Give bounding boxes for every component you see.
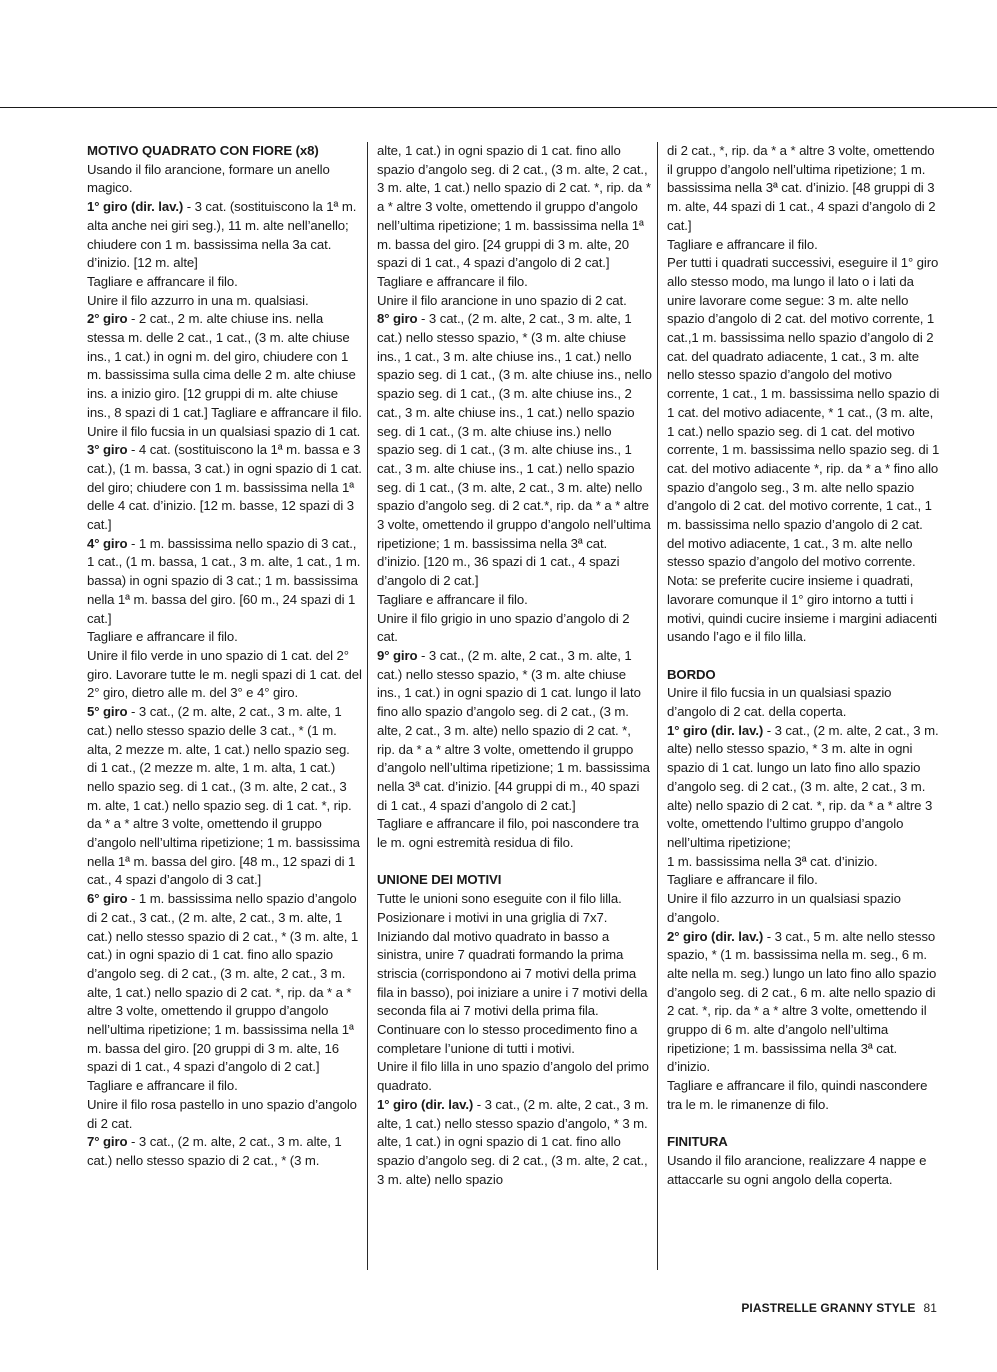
paragraph-text: Unire il filo lilla in uno spazio d’angolo del primo quadrato. [377,1059,649,1094]
paragraph [87,161,362,198]
round-label: 1° giro (dir. lav.) [667,722,764,738]
paragraph [667,871,942,890]
paragraph-text: Nota: se preferite cucire insieme i quadrati, lavorare comunque il 1° giro intorno a tutti i motivi, quindi cucire insieme i margini adiacenti usando l’ago e il filo lilla. [667,573,937,645]
paragraph [87,1133,362,1170]
paragraph-text: Unire il filo rosa pastello in uno spazio d’angolo di 2 cat. [87,1096,357,1131]
column-divider-2 [657,142,658,1270]
paragraph-text: - 4 cat. (sostituiscono la 1ª m. bassa e 3 cat.), (1 m. bassa, 3 cat.) in ogni spazio di 1 cat. del giro; chiudere con 1 m. bassissima nella 1ª delle 4 cat. d’inizio. [12 m. basse, 12 spazi di 3 cat.] [87,442,362,533]
paragraph [667,890,942,927]
round-label: 7° giro [87,1134,128,1150]
paragraph-text: Usando il filo arancione, formare un anello magico. [87,161,330,196]
paragraph [377,273,652,292]
paragraph [667,142,942,236]
paragraph [87,890,362,1077]
paragraph [377,310,652,591]
paragraph [377,815,652,852]
paragraph-text: - 3 cat., (2 m. alte, 2 cat., 3 m. alte, 1 cat.) nello stesso spazio, * (3 m. alte chiuse ins., 1 cat.) in ogni spazio di 1 cat. lungo il lato fino allo spazio d’angolo seg. di 2 cat., (3 m. alte, 2 cat., 3 m. alte) nello spazio di 2 cat. *, rip. da * a * altre 3 volte, omettendo il gruppo d’angolo nell’ultima ripetizione; 1 m. bassissima nella 3ª cat. d’inizio. [44 gruppi di m., 40 spazi di 1 cat., 4 spazi d’angolo di 2 cat.] [377,647,650,813]
paragraph-text: - 3 cat., 5 m. alte nello stesso spazio, * (1 m. bassissima nella m. seg., 6 m. alte nella m. seg.) lungo un lato fino allo spazio d’angolo seg. di 2 cat., 6 m. alte nello spazio di 2 cat. *, rip. da * a * altre 3 volte, omettendo il gruppo di 6 m. alte d’angolo nell’ultima ripetizione; 1 m. bassissima nella 3ª cat. d’inizio. [667,928,937,1075]
column-2 [377,142,652,1189]
heading-text: UNIONE DEI MOTIVI [377,872,502,888]
paragraph [667,254,942,572]
paragraph-text: - 3 cat., (2 m. alte, 2 cat., 3 m. alte, 1 cat.) nello stesso spazio delle 3 cat., * (1 m. alta, 2 mezze m. alte, 1 cat.) nello spazio seg. di 1 cat., (2 mezze m. alte, 1 m. alta, 1 cat.) nello spazio seg. di 1 cat., (3 m. alte, 2 cat., 3 m. alte, 1 cat.) nello spazio seg. di 1 cat. *, rip. da * a * altre 3 volte, omettendo il gruppo d’angolo nell’ultima ripetizione; 1 m. bassissima nella 1ª m. bassa del giro. [48 m., 12 spazi di 1 cat., 4 spazi d’angolo di 3 cat.] [87,704,360,888]
paragraph-text: - 3 cat., (2 m. alte, 2 cat., 3 m. alte) nello stesso spazio, * 3 m. alte in ogni spazio di 1 cat. lungo un lato fino allo spazio d’angolo seg. di 2 cat., (3 m. alte, 2 cat., 3 m. alte) nello spazio di 2 cat. *, rip. da * a * altre 3 volte, omettendo l’ultimo gruppo d’angolo nell’ultima ripetizione; [667,722,939,850]
paragraph-text: Unire il filo fucsia in un qualsiasi spazio di 1 cat. [87,423,361,439]
paragraph [377,591,652,610]
column-divider-1 [367,142,368,1270]
paragraph [87,703,362,890]
round-label: 1° giro (dir. lav.) [87,199,184,215]
paragraph [667,1077,942,1114]
paragraph [87,273,362,292]
paragraph-text: Tagliare e affrancare il filo. [87,1078,238,1094]
paragraph [87,292,362,311]
round-label: 9° giro [377,647,418,663]
paragraph-text: Per tutti i quadrati successivi, eseguire il 1° giro allo stesso modo, ma lungo il lato o i lati da unire lavorare come segue: 3 m. alte nello spazio d’angolo di 2 cat. del motivo corrente, 1 cat.,1 m. bassissima nello spazio d’angolo di 2 cat. del quadrato adiacente, 1 cat., 3 m. alte nello stesso spazio d’angolo del motivo corrente, 1 cat., 1 m. bassissima nello spazio di 1 cat. del motivo adiacente, * 1 cat., (3 m. alte, 1 cat.) nello spazio seg. di 1 cat. del motivo corrente, 1 m. bassissima nello spazio seg. di 1 cat. del motivo adiacente *, rip. da * a * fino allo spazio d’angolo seg., 3 m. alte nello spazio d’angolo di 2 cat. del motivo corrente, 1 cat., 1 m. bassissima nello spazio d’angolo di 2 cat. del motivo adiacente, 1 cat., 3 m. alte nello stesso spazio d’angolo del motivo corrente. [667,255,940,570]
paragraph-text: alte, 1 cat.) in ogni spazio di 1 cat. fino allo spazio d’angolo seg. di 2 cat., (3 m. alte, 2 cat., 3 m. alte, 1 cat.) nello spazio di 2 cat. *, rip. da * a * altre 3 volte, omettendo il gruppo d’angolo nell’ultima ripetizione; 1 m. bassissima nella 1ª m. bassa del giro. [24 gruppi di 3 m. alte, 20 spazi di 1 cat., 4 spazi d’angolo di 2 cat.] [377,143,651,271]
round-label: 2° giro (dir. lav.) [667,928,764,944]
paragraph [87,647,362,703]
column-3 [667,142,942,1189]
paragraph-text: - 3 cat., (2 m. alte, 2 cat., 3 m. alte, 1 cat.) nello stesso spazio d’angolo, * 3 m. alte, 1 cat.) in ogni spazio di 1 cat. fino allo spazio d’angolo seg. di 2 cat., (3 m. alte, 2 cat., 3 m. alte) nello spazio [377,1096,649,1187]
paragraph-text: Tagliare e affrancare il filo, poi nascondere tra le m. ogni estremità residua di filo. [377,816,639,851]
section-heading [667,1133,942,1152]
paragraph-text: - 1 m. bassissima nello spazio di 3 cat., 1 cat., (1 m. bassa, 1 cat., 3 m. alte, 1 cat., 1 m. bassa) in ogni spazio di 3 cat.; 1 m. bassissima nella 1ª m. bassa del giro. [60 m., 24 spazi di 1 cat.] [87,535,361,626]
paragraph [87,441,362,535]
paragraph-text: Unire il filo grigio in uno spazio d’angolo di 2 cat. [377,610,630,645]
paragraph-text: 1 m. bassissima nella 3ª cat. d’inizio. [667,853,878,869]
page-number: 81 [923,1301,937,1315]
paragraph [87,310,362,422]
section-heading [377,871,652,890]
paragraph [667,722,942,853]
paragraph-text: di 2 cat., *, rip. da * a * altre 3 volte, omettendo il gruppo d’angolo nell’ultima ripetizione; 1 m. bassissima nella 3ª cat. d’inizio. [48 gruppi di 3 m. alte, 44 spazi di 1 cat., 4 spazi d’angolo di 2 cat.] [667,143,936,233]
paragraph-text: - 3 cat. (sostituiscono la 1ª m. alta anche nei giri seg.), 11 m. alte nell’anello; chiudere con 1 m. bassissima nella 3a cat. d’inizio. [12 m. alte] [87,199,357,271]
paragraph-text: Tutte le unioni sono eseguite con il filo lilla. Posizionare i motivi in una griglia di 7x7. Iniziando dal motivo quadrato in basso a sinistra, unire 7 quadrati formando la prima striscia (corrispondono ai 7 motivi della prima fila in basso), poi iniziare a unire i 7 motivi della seconda fila ai 7 motivi della prima fila. Continuare con lo stesso procedimento fino a completare l’unione di tutti i motivi. [377,891,648,1056]
paragraph-gap [377,853,652,872]
paragraph-text: Usando il filo arancione, realizzare 4 nappe e attaccarle su ogni angolo della coperta. [667,1152,927,1187]
paragraph [667,572,942,647]
paragraph-text: - 2 cat., 2 m. alte chiuse ins. nella stessa m. delle 2 cat., 1 cat., (3 m. alte chiuse ins., 1 cat.) in ogni m. del giro, chiudere con 1 m. bassissima sulla cima delle 2 m. alte chiuse ins. a inizio giro. [12 gruppi di m. alte chiuse ins., 8 spazi di 1 cat.] Tagliare e affrancare il filo. [87,311,362,420]
paragraph-text: - 3 cat., (2 m. alte, 2 cat., 3 m. alte, 1 cat.) nello stesso spazio, * (3 m. alte chiuse ins., 1 cat., 3 m. alte chiuse ins., 1 cat.) nello spazio seg. di 1 cat., (3 m. alte chiuse ins., nello spazio seg. di 1 cat., (3 m. alte chiuse ins., 2 cat., 3 m. alte chiuse ins., 1 cat.) nello spazio seg. di 1 cat., (3 m. alte chiuse ins.) nello spazio seg. di 1 cat., (3 m. alte chiuse ins., 1 cat., 3 m. alte chiuse ins., 1 cat.) nello spazio seg. di 1 cat., (3 m. alte, 2 cat., 3 m. alte) nello spazio d’angolo seg. di 2 cat.*, rip. da * a * altre 3 volte, omettendo il gruppo d’angolo nell’ultima ripetizione; 1 m. bassissima nella 3ª cat. d’inizio. [120 m., 36 spazi di 1 cat., 4 spazi d’angolo di 2 cat.] [377,311,652,589]
paragraph [667,928,942,1078]
top-rule [0,107,997,108]
paragraph-text: Tagliare e affrancare il filo. [87,273,238,289]
paragraph-text: Unire il filo azzurro in un qualsiasi spazio d’angolo. [667,891,901,925]
paragraph-text: Tagliare e affrancare il filo. [667,236,818,252]
paragraph-text: Tagliare e affrancare il filo. [667,872,818,888]
paragraph [377,142,652,273]
paragraph [87,1096,362,1133]
paragraph [87,423,362,442]
round-label: 4° giro [87,535,128,551]
paragraph-text: Unire il filo verde in uno spazio di 1 cat. del 2° giro. Lavorare tutte le m. negli spazi di 1 cat. del 2° giro, dietro alle m. del 3° e 4° giro. [87,647,362,701]
paragraph [667,236,942,255]
paragraph [87,198,362,273]
paragraph-gap [667,647,942,666]
paragraph-text: Unire il filo azzurro in una m. qualsiasi. [87,292,309,308]
paragraph [87,1077,362,1096]
paragraph [667,684,942,721]
round-label: 3° giro [87,442,128,458]
paragraph-text: Unire il filo fucsia in un qualsiasi spazio d’angolo di 2 cat. della coperta. [667,685,892,720]
paragraph-gap [667,1115,942,1134]
round-label: 5° giro [87,704,128,720]
heading-text: FINITURA [667,1134,728,1150]
paragraph-text: Tagliare e affrancare il filo. [377,273,528,289]
paragraph [377,610,652,647]
page-footer [741,1301,937,1315]
paragraph [377,292,652,311]
paragraph-text: Tagliare e affrancare il filo, quindi nascondere tra le m. le rimanenze di filo. [667,1078,928,1112]
paragraph [377,890,652,1058]
paragraph-text: Tagliare e affrancare il filo. [87,629,238,645]
paragraph-text: Unire il filo arancione in uno spazio di 2 cat. [377,292,627,308]
round-label: 2° giro [87,311,128,327]
section-heading [87,142,362,161]
round-label: 6° giro [87,891,128,907]
paragraph [87,628,362,647]
section-heading [667,666,942,685]
heading-text: BORDO [667,666,716,682]
footer-title: PIASTRELLE GRANNY STYLE [741,1301,916,1315]
paragraph [377,1096,652,1190]
paragraph-text: - 3 cat., (2 m. alte, 2 cat., 3 m. alte, 1 cat.) nello stesso spazio di 2 cat., * (3 m. [87,1134,342,1168]
heading-text: MOTIVO QUADRATO CON FIORE (x8) [87,143,319,158]
paragraph [667,1152,942,1189]
paragraph [377,647,652,815]
round-label: 8° giro [377,311,418,327]
paragraph [377,1058,652,1095]
column-1 [87,142,362,1171]
paragraph [667,853,942,872]
paragraph-text: - 1 m. bassissima nello spazio d’angolo di 2 cat., 3 cat., (2 m. alte, 2 cat., 3 m. alte, 1 cat.) nello stesso spazio di 2 cat., * (3 m. alte, 1 cat.) in ogni spazio di 1 cat. fino allo spazio d’angolo seg. di 2 cat., (3 m. alte, 2 cat., 3 m. alte, 1 cat.) nello spazio di 2 cat. *, rip. da * a * altre 3 volte, omettendo il gruppo d’angolo nell’ultima ripetizione; 1 m. bassissima nella 1ª m. bassa del giro. [20 gruppi di 3 m. alte, 16 spazi di 1 cat., 4 spazi d’angolo di 2 cat.] [87,891,359,1075]
round-label: 1° giro (dir. lav.) [377,1096,474,1112]
paragraph [87,535,362,629]
paragraph-text: Tagliare e affrancare il filo. [377,591,528,607]
